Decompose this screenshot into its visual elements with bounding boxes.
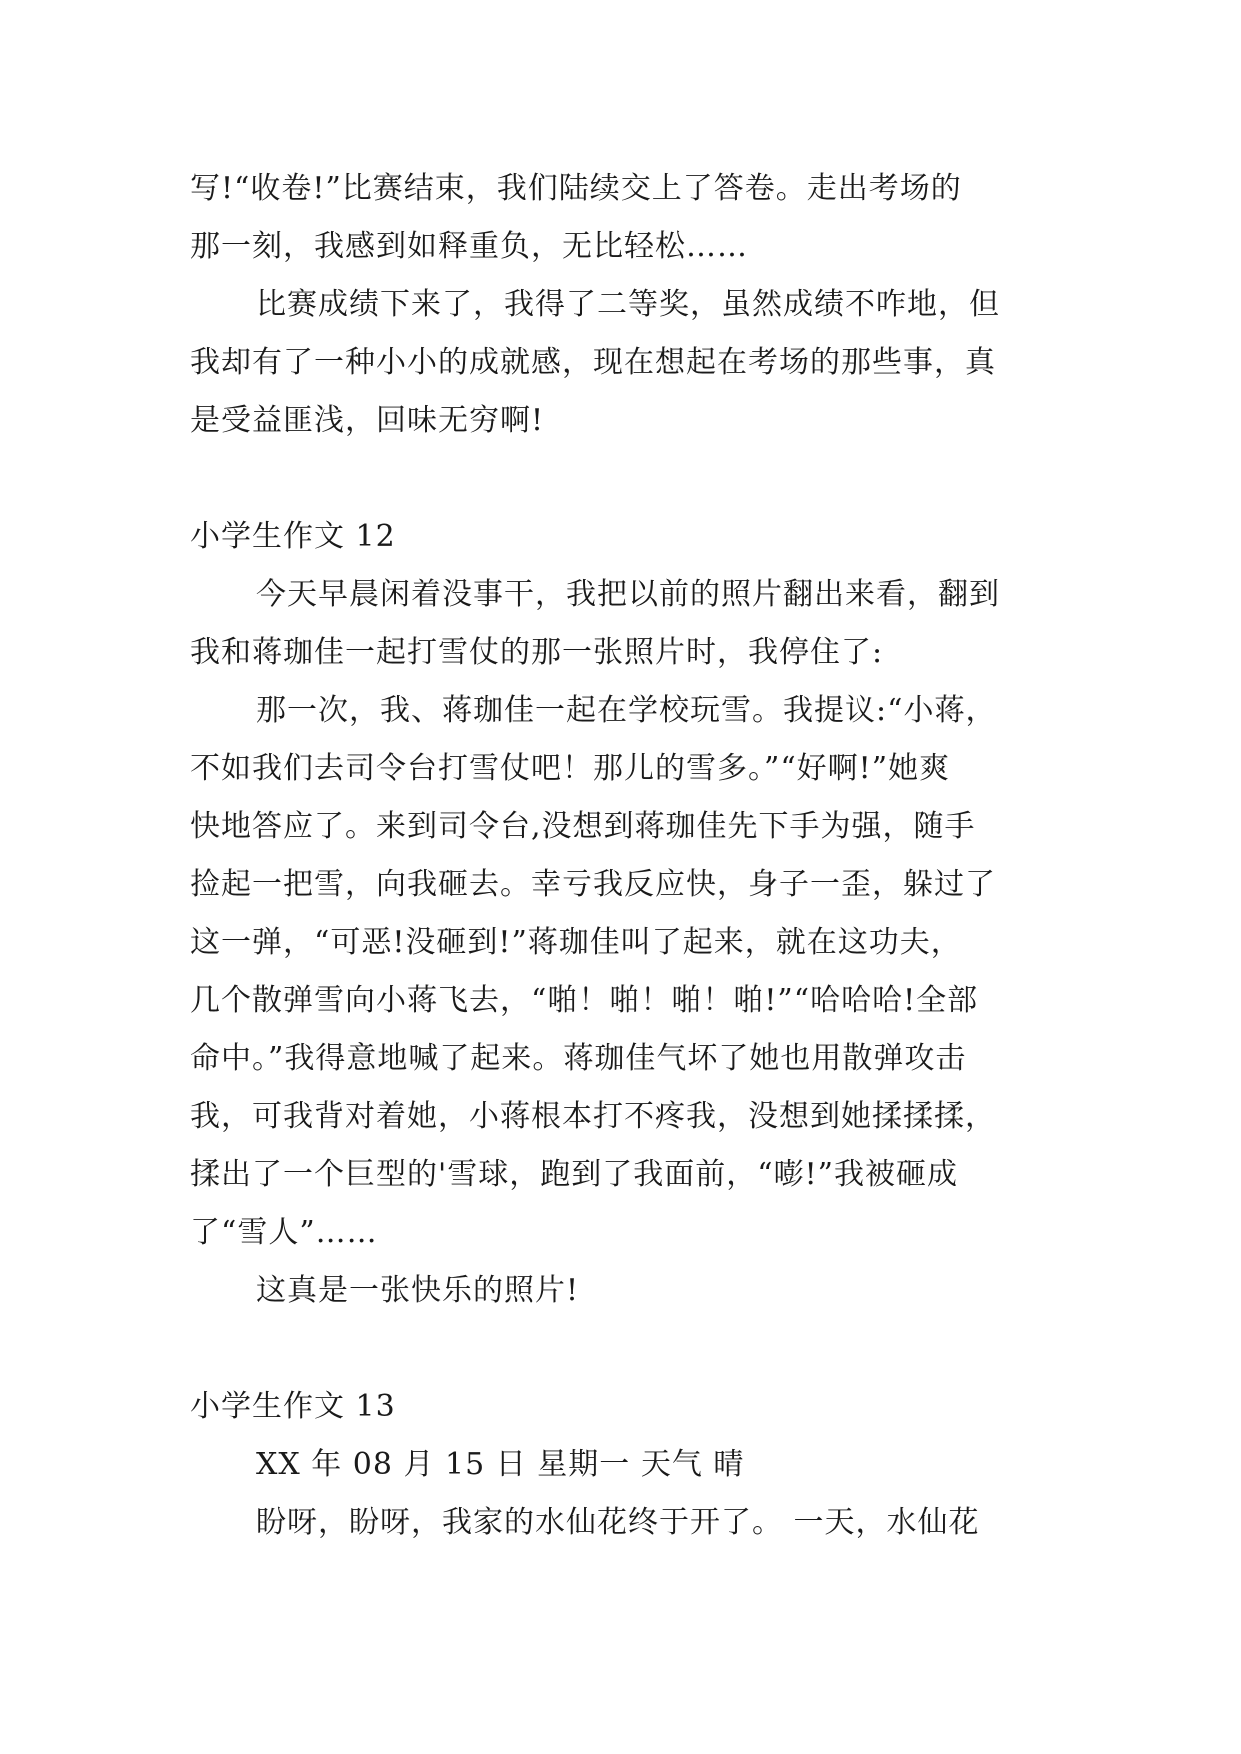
- date-line: XX 年 08 月 15 日 星期一 天气 晴: [256, 1447, 745, 1482]
- text-line: 那一次，我、蒋珈佳一起在学校玩雪。我提议:“小蒋，: [256, 693, 997, 728]
- text-line: 我，可我背对着她，小蒋根本打不疼我，没想到她揉揉揉，: [190, 1099, 996, 1134]
- text-line: 快地答应了。来到司令台,没想到蒋珈佳先下手为强，随手: [190, 809, 976, 844]
- section-gap: [190, 450, 1050, 508]
- text-line: 了“雪人”……: [190, 1215, 378, 1250]
- text-line: 捡起一把雪，向我砸去。幸亏我反应快，身子一歪，躲过了: [190, 867, 996, 902]
- text-line: 这真是一张快乐的照片!: [256, 1273, 580, 1308]
- text-line: 命中。”我得意地喊了起来。蒋珈佳气坏了她也用散弹攻击: [190, 1041, 967, 1076]
- text-line: 今天早晨闲着没事干，我把以前的照片翻出来看，翻到: [256, 577, 1000, 612]
- text-line: 写!“收卷!”比赛结束，我们陆续交上了答卷。走出考场的: [190, 171, 962, 206]
- essay-12: [190, 508, 1050, 1320]
- text-line: 不如我们去司令台打雪仗吧！那儿的雪多。”“好啊!”她爽: [190, 751, 951, 786]
- section-title: 小学生作文 13: [190, 1389, 396, 1424]
- text-line: 几个散弹雪向小蒋飞去，“啪！啪！啪！啪!”“哈哈哈!全部: [190, 983, 979, 1018]
- text-line: 揉出了一个巨型的'雪球，跑到了我面前，“嘭!”我被砸成: [190, 1157, 958, 1192]
- essay-11-tail: [190, 160, 1050, 450]
- text-line: 我却有了一种小小的成就感，现在想起在考场的那些事，真: [190, 345, 996, 380]
- section-gap: [190, 1320, 1050, 1378]
- text-line: 比赛成绩下来了，我得了二等奖，虽然成绩不咋地，但: [256, 287, 1000, 322]
- text-line: 盼呀，盼呀，我家的水仙花终于开了。 一天，水仙花: [256, 1505, 980, 1540]
- text-line: 是受益匪浅，回味无穷啊!: [190, 403, 545, 438]
- text-line: 那一刻，我感到如释重负，无比轻松……: [190, 229, 748, 264]
- section-title: 小学生作文 12: [190, 519, 396, 554]
- text-line: 我和蒋珈佳一起打雪仗的那一张照片时，我停住了:: [190, 635, 884, 670]
- essay-13: [190, 1378, 1050, 1552]
- text-line: 这一弹，“可恶!没砸到!”蒋珈佳叫了起来，就在这功夫，: [190, 925, 962, 960]
- document-page: [190, 160, 1050, 1552]
